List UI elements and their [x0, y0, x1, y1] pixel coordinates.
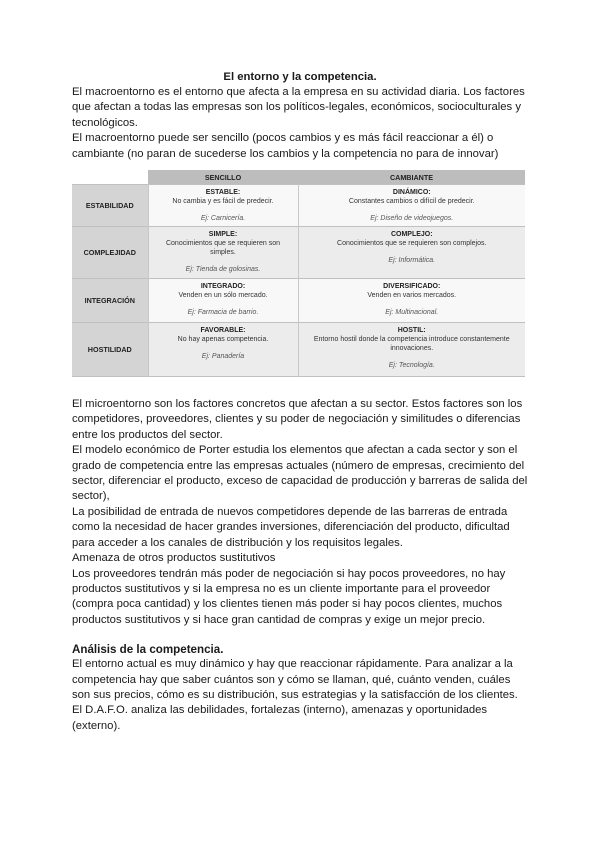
cell-example: Ej: Informática.: [388, 257, 436, 265]
paragraph-analisis: El entorno actual es muy dinámico y hay que reaccionar rápidamente. Para analizar a la competencia hay que saber cuántos son y cómo se llaman, qué, cuánto venden, cuáles son sus precios, cómo es su distribución, sus estrategias y la satisfacción de los clientes.: [72, 658, 518, 701]
table-cell: [298, 185, 525, 227]
table-cell: [148, 227, 298, 279]
paragraph-porter: El modelo económico de Porter estudia los elementos que afectan a cada sector y son el grado de competencia entre las empresas actuales (número de empresas, crecimiento del sector, diferenciar el producto, exceso de capacidad de producción y barreras de salida del sector),: [72, 444, 528, 503]
header-cambiante: CAMBIANTE: [298, 170, 525, 185]
document-page: [72, 70, 528, 734]
row-label: COMPLEJIDAD: [72, 227, 148, 279]
cell-example: Ej: Tienda de golosinas.: [185, 266, 261, 274]
paragraph-sustitutivos: Amenaza de otros productos sustitutivos: [72, 552, 276, 565]
table-cell: [298, 279, 525, 323]
paragraph-dafo: El D.A.F.O. analiza las debilidades, fortalezas (interno), amenazas y oportunidades (externo).: [72, 704, 488, 732]
table-cell: [298, 227, 525, 279]
header-sencillo: SENCILLO: [148, 170, 298, 185]
cell-title: COMPLEJO:: [390, 231, 433, 239]
cell-title: HOSTIL:: [397, 327, 426, 335]
cell-desc: Constantes cambios o difícil de predecir.: [348, 198, 475, 206]
cell-title: FAVORABLE:: [200, 327, 246, 335]
cell-example: Ej: Carnicería.: [200, 215, 246, 223]
cell-example: Ej: Panadería: [201, 353, 245, 361]
entorno-table: [72, 170, 525, 377]
table-row: [72, 185, 525, 227]
cell-title: SIMPLE:: [208, 231, 238, 239]
cell-example: Ej: Tecnología.: [388, 362, 435, 370]
paragraph-nuevos-competidores: La posibilidad de entrada de nuevos competidores depende de las barreras de entrada como la necesidad de hacer grandes inversiones, diferenciación del producto, dificultad para acceder a los canales de distribución y los requisitos legales.: [72, 505, 510, 549]
cell-example: Ej: Diseño de videojuegos.: [370, 215, 454, 223]
row-label: HOSTILIDAD: [72, 323, 148, 377]
section-heading-analisis: Análisis de la competencia.: [72, 643, 224, 657]
table-corner: [72, 170, 148, 185]
cell-desc: No hay apenas competencia.: [177, 336, 269, 344]
cell-desc: Conocimientos que se requieren son simples.: [165, 240, 280, 257]
table-cell: [148, 185, 298, 227]
paragraph-macroentorno: El macroentorno es el entorno que afecta a la empresa en su actividad diaria. Los factores que afectan a todas las empresas son los políticos-legales, económicos, socioculturales y tecnológicos.: [72, 86, 525, 129]
cell-desc: No cambia y es fácil de predecir.: [172, 198, 274, 206]
table-cell: [148, 323, 298, 377]
cell-title: DIVERSIFICADO:: [383, 283, 441, 291]
paragraph-proveedores-clientes: Los proveedores tendrán más poder de negociación si hay pocos proveedores, no hay productos sustitutivos y si la empresa no es un cliente importante para el proveedor (compra poca cantidad) y los clientes tienen más poder si hay pocos clientes, muchos productos sustitutivos y si hace gran cantidad de compras y exige un mejor precio.: [72, 567, 506, 626]
cell-title: ESTABLE:: [205, 189, 241, 197]
table-row: [72, 279, 525, 323]
table-row: [72, 323, 525, 377]
table-cell: [298, 323, 525, 377]
spacer: [72, 377, 528, 397]
table-row: [72, 227, 525, 279]
cell-desc: Entorno hostil donde la competencia introduce constantemente innovaciones.: [313, 336, 510, 353]
cell-example: Ej: Farmacia de barrio.: [187, 309, 259, 317]
cell-desc: Venden en un sólo mercado.: [178, 292, 268, 300]
paragraph-microentorno: El microentorno son los factores concretos que afectan a su sector. Estos factores son los competidores, proveedores, clientes y su poder de negociación y similitudes o diferencias entre los productos del sector.: [72, 398, 523, 441]
cell-title: DINÁMICO:: [392, 189, 431, 197]
table-header-row: [72, 170, 525, 185]
row-label: INTEGRACIÓN: [72, 279, 148, 323]
table-cell: [148, 279, 298, 323]
cell-example: Ej: Multinacional.: [385, 309, 439, 317]
row-label: ESTABILIDAD: [72, 185, 148, 227]
cell-title: INTEGRADO:: [200, 283, 246, 291]
cell-desc: Conocimientos que se requieren son complejos.: [337, 240, 487, 248]
document-title: El entorno y la competencia.: [223, 71, 377, 83]
cell-desc: Venden en varios mercados.: [367, 292, 457, 300]
paragraph-macroentorno-tipos: El macroentorno puede ser sencillo (pocos cambios y es más fácil reaccionar a él) o cambiante (no paran de sucederse los cambios y la competencia no para de innovar): [72, 132, 499, 160]
